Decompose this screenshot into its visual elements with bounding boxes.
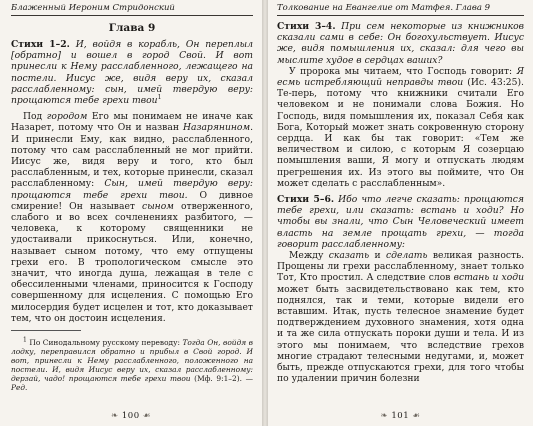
text-run-italic: сказать bbox=[328, 250, 370, 262]
verse-label: Стихи 1–2. bbox=[11, 39, 70, 50]
text-run-italic: городом bbox=[46, 111, 88, 123]
text-run: (Ис. 43:25). Те-перь, потому что книжники считали Его человеком и не понимали слова Божия. Но Господь, видя помышления их, показал Себя как Бога, Который может знать сокровенную сторону сердца. И как бы так говорит: «Тем же величеством и силою, с которым Я созерцаю помышления ваши, Я могу и отпускать людям прегрешения их. Из этого вы поймите, что Он может сделать с расслабленным». bbox=[277, 77, 524, 189]
footnote-ref[interactable]: 1 bbox=[157, 93, 162, 101]
text-run: Под bbox=[23, 111, 47, 123]
verse-label: Стихи 5–6. bbox=[277, 194, 335, 206]
page-number-right bbox=[268, 411, 533, 421]
text-run: и bbox=[369, 250, 386, 262]
running-head-left: Блаженный Иероним Стридонский bbox=[11, 3, 253, 16]
footnote-rule bbox=[11, 330, 81, 331]
text-run: отверженного, слабого и во всех сочленениях разбитого, — человека, к которому священники не удостаивали прикоснуться. Или, конечно, называет сыном потому, что ему отпущены грехи его. В тропологическом смысле это значит, что иногда душа, лежащая в теле с обессиленными членами, приносится к Господу совершенному для исцеления. С помощью Его милосердия будет исцелен и тот, кто доказывает тем, что он достоин исцеления. bbox=[11, 200, 253, 324]
text-run: У пророка мы читаем, что Господь говорит: bbox=[289, 65, 517, 77]
text-run: (Мф. 9:1–2). — bbox=[190, 374, 253, 384]
ornament-icon: ☙ bbox=[412, 411, 421, 421]
page-number: 100 bbox=[121, 411, 140, 421]
text-run: может быть засвидетельствовано как тем, кто поднялся, так и теми, которые видели его вставшим. Итак, пусть телесное знамение будет подтверждением духовного знамения, хотя одна и та же сила отпускать пороки души и тела. И из этого мы понимаем, что вследствие грехов многие страдают телесными недугами, и, может быть, прежде отпускаются грехи, для того чтобы по удалении причин болезни bbox=[277, 283, 524, 385]
text-run: О дивное смирение! Он называет bbox=[11, 189, 254, 212]
commentary-paragraph bbox=[277, 250, 524, 384]
text-run-italic: сделать bbox=[386, 250, 428, 262]
text-run-italic: Сын, имей твердую веру: прощаются тебе грехи твои. bbox=[11, 178, 253, 201]
running-head-right bbox=[277, 3, 524, 16]
page-number: 101 bbox=[391, 411, 410, 421]
text-run: Между bbox=[289, 250, 329, 262]
text-run-italic: встань и ходи bbox=[453, 272, 524, 284]
footnote-mark: 1 bbox=[23, 337, 27, 344]
text-run-italic: Я есмь истребляющий неправды твои bbox=[277, 65, 524, 89]
page-number-left bbox=[0, 411, 262, 421]
text-run: великая разность. Прощены ли грехи расслабленному, знает только Тот, Кто простил. А следствие слов bbox=[277, 250, 525, 284]
verse-label: Стихи 3–4. bbox=[277, 21, 336, 32]
right-page bbox=[268, 0, 533, 426]
text-run-italic: Тогда Он, войдя в лодку, переправился обратно и прибыл в Свой город. И вот, принесли к Нему расслабленного, положенного на постели. И, видя Иисус веру их, сказал расслабленному: дерзай, чадо! прощаются тебе грехи твои bbox=[11, 338, 253, 384]
left-page bbox=[0, 0, 262, 426]
text-run-italic: сыном bbox=[142, 200, 174, 212]
text-run: . И принесли Ему, как видно, расслабленного, потому что сам расслабленный не мог прийти. Иисус же, видя веру и того, кто был расслабленным, и тех, которые принесли, сказал расслабленному: bbox=[11, 122, 253, 190]
ornament-icon: ☙ bbox=[142, 411, 151, 421]
ornament-icon: ❧ bbox=[111, 411, 119, 421]
commentary-paragraph bbox=[11, 111, 253, 324]
commentary-paragraph bbox=[277, 66, 524, 189]
running-head-text: Толкование на Евангелие от Матфея. Глава 9 bbox=[277, 3, 491, 13]
verse-text: Ибо что легче сказать: прощаются тебе грехи, или сказать: встань и ходи? Но чтобы вы знали, что Сын Человеческий имеет власть на земле прощать грехи, — тогда говорит расслабленному: bbox=[277, 194, 524, 250]
text-run-italic: Ред. bbox=[11, 383, 28, 393]
ornament-icon: ❧ bbox=[380, 411, 389, 421]
chapter-title: Глава 9 bbox=[108, 22, 156, 34]
verse-block bbox=[11, 39, 253, 106]
footnote bbox=[11, 338, 253, 392]
verse-text: При сем некоторые из книжников сказали сами в себе: Он богохульствует. Иисус же, видя помышления их, сказал: для чего вы мыслите худое в сердцах ваших? bbox=[277, 21, 525, 66]
text-run: По Синодальному русскому переводу: bbox=[26, 338, 183, 348]
text-run-italic: Назарянином bbox=[182, 122, 251, 134]
verse-block bbox=[277, 21, 524, 66]
verse-text: И, войдя в корабль, Он переплыл [обратно] и вошел в город Свой. И вот принесли к Нему расслабленного, лежащего на постели. Иисус же, видя веру их, сказал расслабленному: сын, имей твердую веру: прощаются тебе грехи твои bbox=[11, 39, 254, 107]
text-run: Его мы понимаем не иначе как Назарет, потому что Он и назван bbox=[11, 111, 254, 134]
verse-block bbox=[277, 194, 524, 250]
